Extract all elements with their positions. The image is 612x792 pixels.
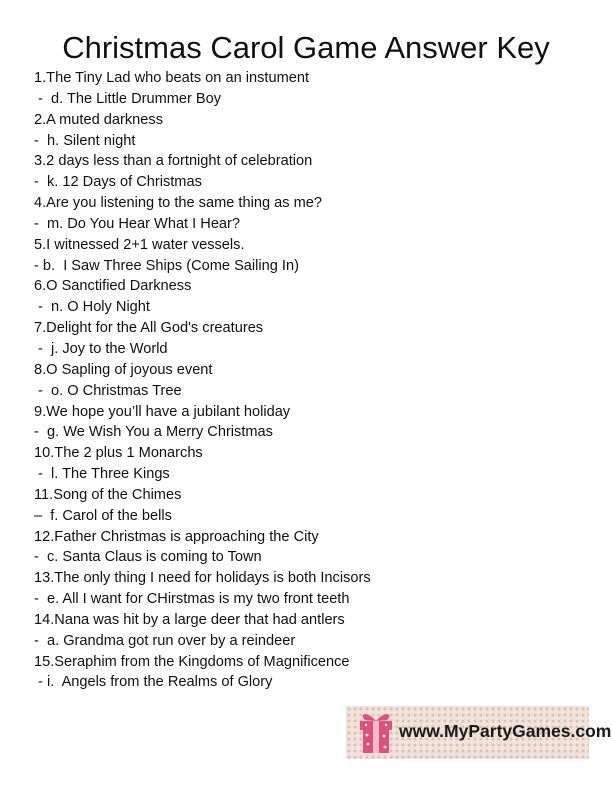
answer-line: - m. Do You Hear What I Hear? <box>34 215 241 232</box>
answer-line: - o. O Christmas Tree <box>34 382 182 399</box>
page-title: Christmas Carol Game Answer Key <box>62 30 550 65</box>
clue-line: 12.Father Christmas is approaching the City <box>34 528 319 545</box>
clue-line: 5.I witnessed 2+1 water vessels. <box>34 236 245 253</box>
answer-line: - g. We Wish You a Merry Christmas <box>34 424 273 441</box>
answer-line: - l. The Three Kings <box>34 466 170 483</box>
clue-line: 2.A muted darkness <box>34 111 163 128</box>
answer-line: - a. Grandma got run over by a reindeer <box>34 632 296 649</box>
answer-line: - c. Santa Claus is coming to Town <box>34 549 262 566</box>
answer-line: - e. All I want for CHirstmas is my two front teeth <box>34 591 350 608</box>
answer-line: - j. Joy to the World <box>34 340 168 357</box>
answer-line: – f. Carol of the bells <box>34 507 172 524</box>
answer-list <box>34 68 594 693</box>
clue-line: 6.O Sanctified Darkness <box>34 278 192 295</box>
answer-line: - b. I Saw Three Ships (Come Sailing In) <box>34 257 299 274</box>
answer-line: - d. The Little Drummer Boy <box>34 90 222 107</box>
clue-line: 4.Are you listening to the same thing as me? <box>34 195 322 212</box>
answer-line: - i. Angels from the Realms of Glory <box>34 674 273 691</box>
clue-line: 1.The Tiny Lad who beats on an instument <box>34 70 310 86</box>
answer-line: - h. Silent night <box>34 132 136 149</box>
site-url[interactable]: www.MyPartyGames.com <box>399 721 612 741</box>
clue-line: 15.Seraphim from the Kingdoms of Magnificence <box>34 653 350 670</box>
answer-line: - n. O Holy Night <box>34 299 150 316</box>
clue-line: 14.Nana was hit by a large deer that had antlers <box>34 611 345 628</box>
clue-line: 10.The 2 plus 1 Monarchs <box>34 445 203 462</box>
clue-line: 7.Delight for the All God's creatures <box>34 320 264 337</box>
clue-line: 8.O Sapling of joyous event <box>34 361 213 378</box>
clue-line: 9.We hope you’ll have a jubilant holiday <box>34 403 291 420</box>
answer-line: - k. 12 Days of Christmas <box>34 174 202 191</box>
clue-line: 11.Song of the Chimes <box>34 486 182 503</box>
gift-box-icon <box>355 709 397 755</box>
clue-line: 13.The only thing I need for holidays is both Incisors <box>34 570 371 587</box>
site-banner[interactable] <box>346 706 612 759</box>
clue-line: 3.2 days less than a fortnight of celebration <box>34 153 313 170</box>
